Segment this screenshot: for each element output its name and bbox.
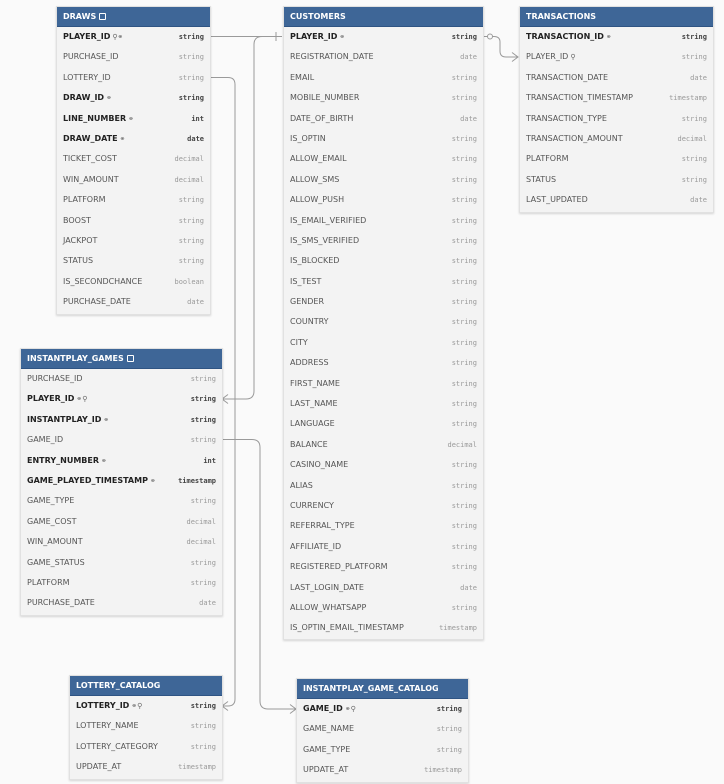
column-type: string [436, 725, 462, 734]
column-name: STATUS [63, 256, 94, 266]
column-name: ALLOW_PUSH [290, 195, 345, 205]
column-type: string [190, 395, 216, 404]
column-row[interactable] [21, 553, 222, 573]
column-row[interactable] [284, 129, 483, 149]
column-name: LOTTERY_NAME [76, 721, 139, 731]
column-row[interactable] [284, 557, 483, 577]
key-link-icon: ⚭ [119, 134, 126, 143]
column-name: BOOST [63, 215, 91, 225]
column-name: IS_TEST [290, 276, 322, 286]
key-link-icon: ⚭ [101, 456, 107, 465]
column-name: IS_SMS_VERIFIED [290, 235, 360, 245]
column-name: ALLOW_SMS [290, 174, 340, 184]
column-type: string [451, 522, 477, 531]
column-row[interactable] [21, 512, 222, 532]
key-link-icon: ⚭ [149, 476, 156, 485]
column-type: string [178, 94, 204, 103]
column-row[interactable] [21, 389, 222, 409]
column-row[interactable] [21, 491, 222, 511]
column-name: GAME_PLAYED_TIMESTAMP [27, 475, 148, 485]
column-row[interactable] [284, 47, 483, 67]
key-link-icon: ⚭ [103, 415, 110, 424]
column-type: string [190, 722, 216, 731]
column-name: IS_OPTIN [290, 133, 326, 143]
column-name: CITY [290, 337, 308, 347]
column-row[interactable] [57, 170, 210, 190]
column-row[interactable] [520, 68, 713, 88]
column-name: MOBILE_NUMBER [290, 93, 360, 103]
column-row[interactable] [284, 414, 483, 434]
relation-customers-instantplay-games [222, 37, 282, 400]
key-link-icon: ⚭ [339, 33, 346, 41]
column-row[interactable] [57, 68, 210, 88]
column-row[interactable] [520, 27, 713, 47]
column-type: string [178, 257, 204, 266]
column-name: INSTANTPLAY_ID [27, 414, 102, 424]
column-type: string [451, 94, 477, 103]
column-row[interactable] [70, 757, 222, 777]
column-type: string [178, 73, 204, 82]
column-type: string [681, 155, 707, 164]
column-name: DRAW_DATE [63, 133, 118, 143]
note-icon[interactable] [99, 13, 106, 20]
column-name: LANGUAGE [290, 419, 335, 429]
column-type: date [690, 73, 707, 82]
column-name: TRANSACTION_TYPE [526, 113, 607, 123]
column-row[interactable] [284, 598, 483, 618]
column-name: UPDATE_AT [303, 765, 349, 775]
relation-customers-transactions [483, 37, 518, 58]
column-name: STATUS [526, 174, 557, 184]
column-name: JACKPOT [63, 235, 98, 245]
column-name: ENTRY_NUMBER [27, 455, 100, 465]
column-type: timestamp [424, 766, 462, 775]
column-row[interactable] [284, 170, 483, 190]
column-type: decimal [186, 517, 216, 526]
column-row[interactable] [284, 455, 483, 475]
column-row[interactable] [284, 435, 483, 455]
table-title: INSTANTPLAY_GAME_CATALOG [303, 684, 439, 693]
column-type: string [451, 379, 477, 388]
column-row[interactable] [284, 109, 483, 129]
column-row[interactable] [284, 312, 483, 332]
column-name: DRAW_ID [63, 93, 105, 103]
column-row[interactable] [520, 88, 713, 108]
column-row[interactable] [57, 27, 210, 47]
column-type: string [190, 375, 216, 383]
column-type: string [451, 298, 477, 307]
column-type: string [681, 33, 707, 41]
column-type: string [681, 53, 707, 62]
column-type: string [451, 359, 477, 368]
column-row[interactable] [284, 496, 483, 516]
column-row[interactable] [57, 149, 210, 169]
column-name: GAME_TYPE [27, 496, 75, 506]
column-name: PURCHASE_DATE [27, 598, 95, 608]
column-type: decimal [186, 538, 216, 547]
column-name: PLATFORM [526, 154, 569, 164]
column-type: string [178, 216, 204, 225]
column-row[interactable] [57, 109, 210, 129]
column-row[interactable] [57, 292, 210, 312]
key-link-icon: ⚭ [106, 94, 112, 103]
table-title: INSTANTPLAY_GAMES [27, 354, 124, 363]
column-type: date [199, 599, 216, 608]
column-row[interactable] [284, 516, 483, 536]
column-name: LAST_UPDATED [526, 195, 588, 205]
column-type: timestamp [439, 624, 477, 633]
column-row[interactable] [21, 410, 222, 430]
column-name: BALANCE [290, 439, 328, 449]
column-type: string [451, 420, 477, 429]
column-name: GAME_STATUS [27, 557, 85, 567]
column-name: LAST_NAME [290, 399, 338, 409]
column-name: COUNTRY [290, 317, 329, 327]
column-row[interactable] [520, 109, 713, 129]
column-type: string [451, 318, 477, 327]
column-type: string [178, 196, 204, 205]
column-type: timestamp [178, 763, 216, 772]
column-row[interactable] [284, 272, 483, 292]
column-name: LINE_NUMBER [63, 113, 127, 123]
column-type: string [451, 277, 477, 286]
column-type: string [190, 558, 216, 567]
column-row[interactable] [70, 716, 222, 736]
column-name: IS_EMAIL_VERIFIED [290, 215, 367, 225]
column-row[interactable] [21, 430, 222, 450]
column-name: PURCHASE_ID [27, 374, 83, 383]
column-type: boolean [174, 277, 204, 286]
column-name: REGISTRATION_DATE [290, 52, 374, 62]
column-name: GAME_NAME [303, 724, 355, 734]
column-name: PURCHASE_DATE [63, 297, 131, 307]
column-row[interactable] [284, 374, 483, 394]
column-type: string [681, 175, 707, 184]
column-row[interactable] [21, 471, 222, 491]
table-header[interactable] [297, 679, 468, 699]
column-name: REFERRAL_TYPE [290, 521, 355, 531]
column-name: GAME_ID [303, 704, 343, 713]
column-name: WIN_AMOUNT [63, 174, 119, 184]
column-type: string [451, 175, 477, 184]
table-instantplay-games[interactable] [20, 348, 223, 616]
column-row[interactable] [284, 251, 483, 271]
key-link-icon: ⚭ [605, 33, 612, 41]
column-type: string [451, 338, 477, 347]
column-row[interactable] [520, 190, 713, 210]
column-type: date [460, 53, 477, 62]
column-name: AFFILIATE_ID [290, 541, 342, 551]
column-row[interactable] [21, 451, 222, 471]
column-type: string [451, 501, 477, 510]
column-name: EMAIL [290, 72, 315, 82]
column-row[interactable] [284, 190, 483, 210]
column-type: string [190, 497, 216, 506]
column-name: UPDATE_AT [76, 762, 122, 772]
column-name: TRANSACTION_DATE [526, 72, 609, 82]
column-name: WIN_AMOUNT [27, 537, 83, 547]
key-link-icon: ⚭ [128, 114, 134, 123]
column-name: LAST_LOGIN_DATE [290, 582, 364, 592]
column-type: string [190, 702, 216, 710]
column-type: decimal [447, 440, 477, 449]
column-row[interactable] [284, 292, 483, 312]
column-name: PLAYER_ID [290, 32, 338, 41]
column-name: CASINO_NAME [290, 460, 349, 470]
table-title: CUSTOMERS [290, 12, 346, 21]
column-type: timestamp [178, 476, 216, 485]
column-row[interactable] [284, 149, 483, 169]
table-transactions[interactable] [519, 6, 714, 213]
column-name: GENDER [290, 297, 325, 307]
column-row[interactable] [284, 211, 483, 231]
column-type: int [191, 114, 204, 123]
column-type: date [460, 583, 477, 592]
column-row[interactable] [57, 211, 210, 231]
table-customers[interactable] [283, 6, 484, 640]
column-name: DATE_OF_BIRTH [290, 113, 354, 123]
table-instantplay-game-catalog[interactable] [296, 678, 469, 783]
table-lottery-catalog[interactable] [69, 675, 223, 780]
column-name: LOTTERY_ID [76, 701, 130, 710]
column-row[interactable] [284, 333, 483, 353]
column-row[interactable] [57, 129, 210, 149]
column-name: IS_OPTIN_EMAIL_TIMESTAMP [290, 623, 404, 633]
column-row[interactable] [297, 699, 468, 719]
table-title: DRAWS [63, 12, 97, 21]
column-type: string [451, 603, 477, 612]
column-row[interactable] [57, 251, 210, 271]
column-row[interactable] [297, 760, 468, 780]
column-name: PLATFORM [27, 577, 70, 587]
column-name: TICKET_COST [63, 154, 117, 164]
column-row[interactable] [520, 170, 713, 190]
column-type: string [451, 542, 477, 551]
table-header[interactable] [520, 7, 713, 27]
column-type: string [451, 134, 477, 143]
column-type: string [190, 742, 216, 751]
column-type: string [178, 53, 204, 62]
key-link-icon: ⚲⚭ [112, 33, 124, 41]
column-type: string [451, 563, 477, 572]
column-row[interactable] [284, 27, 483, 47]
column-row[interactable] [284, 353, 483, 373]
column-name: TRANSACTION_TIMESTAMP [526, 93, 633, 103]
column-type: string [178, 236, 204, 245]
column-name: PLAYER_ID [27, 394, 75, 404]
column-type: decimal [174, 175, 204, 184]
key-link-icon: ⚭⚲ [344, 705, 356, 713]
column-row[interactable] [57, 190, 210, 210]
column-type: timestamp [669, 94, 707, 103]
column-name: GAME_TYPE [303, 744, 351, 754]
column-type: int [203, 456, 216, 465]
column-type: string [190, 578, 216, 587]
column-name: ALLOW_EMAIL [290, 154, 347, 164]
column-row[interactable] [21, 573, 222, 593]
column-type: string [451, 216, 477, 225]
column-row[interactable] [284, 231, 483, 251]
column-type: string [451, 236, 477, 245]
column-row[interactable] [297, 740, 468, 760]
table-draws[interactable] [56, 6, 211, 315]
column-name: LOTTERY_ID [63, 72, 111, 82]
column-name: FIRST_NAME [290, 378, 340, 388]
column-type: decimal [677, 134, 707, 143]
column-name: IS_SECONDCHANCE [63, 276, 143, 286]
column-name: PURCHASE_ID [63, 52, 119, 62]
column-row[interactable] [70, 696, 222, 716]
column-name: PLATFORM [63, 195, 106, 205]
column-row[interactable] [284, 618, 483, 638]
column-type: string [178, 33, 204, 41]
column-name: ALIAS [290, 480, 313, 490]
column-row[interactable] [21, 369, 222, 389]
column-row[interactable] [284, 537, 483, 557]
column-row[interactable] [70, 737, 222, 757]
column-row[interactable] [57, 88, 210, 108]
column-type: string [451, 33, 477, 41]
table-header[interactable] [57, 7, 210, 27]
column-type: string [451, 155, 477, 164]
column-type: string [190, 415, 216, 424]
column-name: PLAYER_ID [526, 52, 569, 62]
column-type: string [436, 705, 462, 713]
note-icon[interactable] [127, 355, 134, 362]
column-row[interactable] [520, 129, 713, 149]
column-name: ADDRESS [290, 358, 329, 368]
column-type: string [451, 73, 477, 82]
column-type: decimal [174, 155, 204, 164]
table-title: LOTTERY_CATALOG [76, 681, 161, 690]
column-row[interactable] [57, 47, 210, 67]
table-header[interactable] [21, 349, 222, 369]
column-name: CURRENCY [290, 500, 334, 510]
column-name: REGISTERED_PLATFORM [290, 562, 388, 572]
column-row[interactable] [21, 593, 222, 613]
column-type: string [451, 257, 477, 266]
column-type: string [681, 114, 707, 123]
column-type: date [690, 196, 707, 205]
column-row[interactable] [21, 532, 222, 552]
column-name: TRANSACTION_ID [526, 32, 604, 41]
column-row[interactable] [284, 68, 483, 88]
column-name: ALLOW_WHATSAPP [290, 602, 367, 612]
key-link-icon: ⚭⚲ [131, 702, 143, 710]
column-name: LOTTERY_CATEGORY [76, 741, 158, 751]
column-name: GAME_COST [27, 516, 77, 526]
column-row[interactable] [284, 578, 483, 598]
column-type: date [187, 134, 204, 143]
column-name: GAME_ID [27, 435, 64, 445]
column-type: string [190, 436, 216, 445]
column-type: string [451, 461, 477, 470]
column-row[interactable] [520, 149, 713, 169]
column-type: string [451, 196, 477, 205]
key-link-icon: ⚲ [570, 53, 576, 62]
column-row[interactable] [57, 231, 210, 251]
column-row[interactable] [284, 394, 483, 414]
column-row[interactable] [284, 88, 483, 108]
key-link-icon: ⚭⚲ [76, 395, 88, 404]
relation-crowfoot [512, 53, 518, 62]
column-type: string [436, 745, 462, 754]
column-row[interactable] [297, 719, 468, 739]
column-row[interactable] [284, 476, 483, 496]
column-row[interactable] [57, 272, 210, 292]
table-header[interactable] [70, 676, 222, 696]
column-name: TRANSACTION_AMOUNT [526, 133, 623, 143]
column-type: date [460, 114, 477, 123]
column-name: PLAYER_ID [63, 32, 111, 41]
column-type: string [451, 400, 477, 409]
column-row[interactable] [520, 47, 713, 67]
relation-circle-mark [488, 34, 493, 39]
column-name: IS_BLOCKED [290, 256, 340, 266]
table-title: TRANSACTIONS [526, 12, 597, 21]
table-header[interactable] [284, 7, 483, 27]
column-type: date [187, 298, 204, 307]
column-type: string [451, 481, 477, 490]
